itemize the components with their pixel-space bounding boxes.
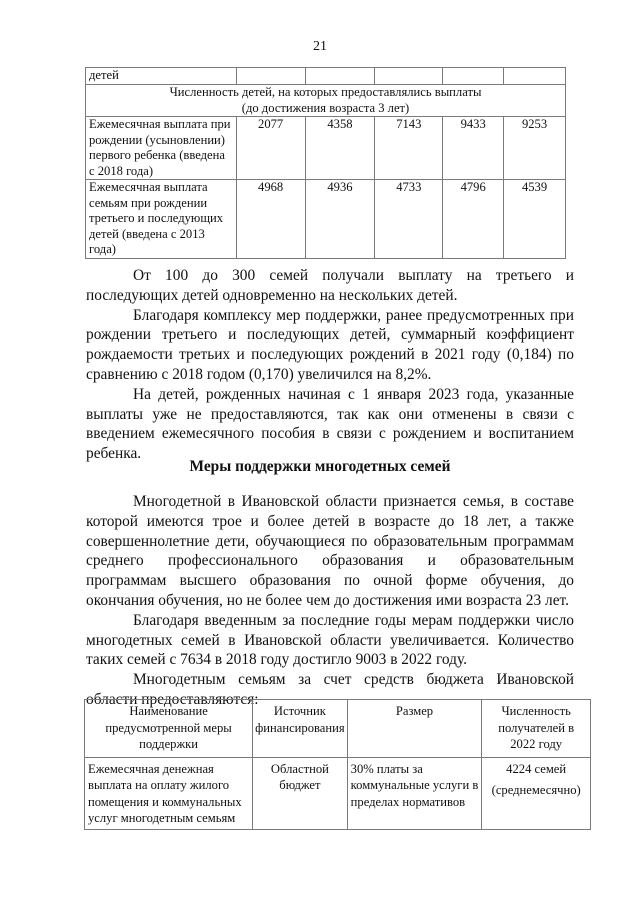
- paragraph: Благодаря введенным за последние годы мерам поддержки число многодетных семей в Ивановской области увеличивается. Количество таких семей с 7634 в 2018 году достигло 9003 в 2022 году.: [86, 611, 574, 669]
- body-text-top: [86, 266, 574, 464]
- paragraph: Многодетной в Ивановской области признается семья, в составе которой имеются трое и более детей в возрасте до 18 лет, а также совершеннолетние дети, обучающиеся по образовательным программам среднего профессионального образования и образовательным программам высшего образования по очной форме обучения, до окончания обучения, но не более чем до достижения ими возраста 23 лет.: [86, 493, 574, 609]
- paragraph: На детей, рожденных начиная с 1 января 2023 года, указанные выплаты уже не предоставляются, так как они отменены в связи с введением ежемесячного пособия в связи с рождением и воспитанием ребенка.: [86, 385, 574, 463]
- paragraph: Многодетным семьям за счет средств бюджета Ивановской области предоставляются:: [86, 671, 574, 708]
- table-cell: [443, 68, 504, 85]
- recipients-cell: [482, 757, 591, 829]
- column-header-recipients: Численность получателей в 2022 году: [482, 700, 591, 758]
- size-cell: 30% платы за коммунальные услуги в пределах нормативов: [347, 757, 482, 829]
- children-payments-table: [85, 67, 566, 259]
- table-cell: [236, 68, 305, 85]
- table-cell: 9253: [504, 117, 566, 180]
- measure-cell: Ежемесячная денежная выплата на оплату жилого помещения и коммунальных услуг многодетным семьям: [85, 757, 253, 829]
- column-header-measure: Наименование предусмотренной меры поддержки: [85, 700, 253, 758]
- table-row: [85, 757, 591, 829]
- table-cell: 4539: [504, 180, 566, 259]
- table-header-row: [85, 700, 591, 758]
- column-header-size: Размер: [347, 700, 482, 758]
- page-number: 21: [313, 39, 327, 54]
- section-heading: Меры поддержки многодетных семей: [189, 458, 451, 475]
- column-header-source: Источник финансирования: [253, 700, 348, 758]
- row-label: Ежемесячная выплата при рождении (усыновлении) первого ребенка (введена с 2018 года): [86, 117, 237, 180]
- large-family-support-table: [84, 699, 591, 830]
- table-cell: [504, 68, 566, 85]
- recipients-count: 4224 семей: [506, 761, 567, 776]
- table-row: [86, 117, 566, 180]
- table-cell: [305, 68, 375, 85]
- paragraph: Благодаря комплексу мер поддержки, ранее предусмотренных при рождении третьего и последующих детей, суммарный коэффициент рождаемости третьих и последующих рождений в 2021 году (0,184) по сравнению с 2018 годом (0,170) увеличился на 8,2%.: [86, 306, 574, 383]
- table-cell: 4796: [443, 180, 504, 259]
- table-cell: [375, 68, 443, 85]
- source-cell: Областной бюджет: [253, 757, 348, 829]
- row-label: Ежемесячная выплата семьям при рождении третьего и последующих детей (введена с 2013 года): [86, 180, 237, 259]
- table-section-header: [86, 85, 566, 117]
- paragraph: От 100 до 300 семей получали выплату на третьего и последующих детей одновременно на нескольких детей.: [86, 267, 574, 304]
- table-cell: 9433: [443, 117, 504, 180]
- table-cell: 2077: [236, 117, 305, 180]
- recipients-note: (среднемесячно): [491, 783, 581, 797]
- table-row: [86, 68, 566, 85]
- section-header-line: Численность детей, на которых предоставлялись выплаты: [169, 85, 482, 99]
- table-cell: 4358: [305, 117, 375, 180]
- section-header-line: (до достижения возраста 3 лет): [241, 100, 410, 115]
- table-cell: 4733: [375, 180, 443, 259]
- row-label: детей: [86, 68, 237, 85]
- table-row: [86, 180, 566, 259]
- table-section-header-row: [86, 85, 566, 117]
- table-cell: 4936: [305, 180, 375, 259]
- body-text-bottom: [86, 492, 574, 710]
- table-cell: 4968: [236, 180, 305, 259]
- table-cell: 7143: [375, 117, 443, 180]
